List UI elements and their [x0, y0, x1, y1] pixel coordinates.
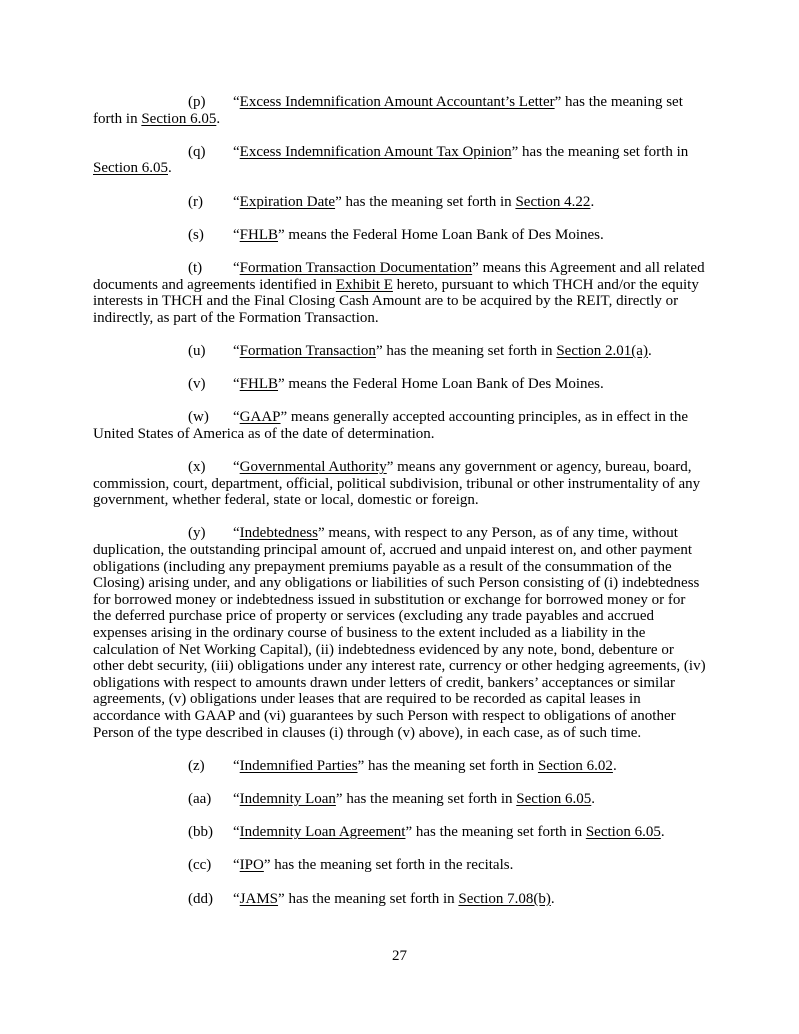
- page-number: 27: [392, 948, 407, 964]
- definition-paragraph: [93, 227, 706, 244]
- definition-paragraph: [93, 824, 706, 841]
- text-run: “: [233, 459, 240, 476]
- text-run: .: [612, 757, 617, 774]
- underlined-term: Formation Transaction: [239, 342, 376, 359]
- paragraph-label: (bb): [188, 824, 213, 841]
- definition-paragraph: [93, 891, 706, 908]
- underlined-term: Exhibit E: [335, 276, 393, 293]
- underlined-term: Section 6.05: [516, 790, 592, 807]
- underlined-term: IPO: [239, 857, 264, 874]
- text-run: ” has the meaning set forth in: [335, 790, 517, 807]
- text-run: .: [591, 790, 596, 807]
- text-run: “: [233, 143, 240, 160]
- underlined-term: FHLB: [239, 376, 279, 393]
- definition-paragraph: [93, 144, 706, 177]
- text-run: “: [233, 757, 240, 774]
- definition-paragraph: [93, 343, 706, 360]
- paragraph-label: (z): [188, 757, 205, 774]
- text-run: “: [233, 94, 240, 110]
- text-run: ” has the meaning set forth in: [511, 143, 689, 160]
- text-run: hereto, pursuant to which THCH and/or the equity interests in THCH and the Final Closing Cash Amount are to be acquired by the REIT, directly or indirectly, as part of the Formation Transaction.: [93, 276, 699, 326]
- text-run: ” means any government or agency, bureau, board, commission, court, department, official, political subdivision, tribunal or other instrumentality of any government, whether federal, state or local, domestic or foreign.: [93, 459, 701, 509]
- text-run: ” has the meaning set forth in: [357, 757, 538, 774]
- text-run: “: [233, 342, 240, 359]
- text-run: “: [233, 790, 240, 807]
- text-run: ” has the meaning set forth in: [93, 94, 683, 127]
- text-run: “: [233, 259, 240, 276]
- text-run: ” means this Agreement and all related documents and agreements identified in: [93, 259, 705, 293]
- paragraph-label: (s): [188, 226, 204, 243]
- definition-paragraph: [93, 94, 706, 127]
- definition-paragraph: [93, 758, 706, 775]
- paragraph-label: (y): [188, 525, 206, 542]
- text-run: “: [233, 193, 240, 210]
- text-run: ” means generally accepted accounting principles, as in effect in the United States of America as of the date of determination.: [93, 409, 688, 442]
- text-run: ” has the meaning set forth in: [278, 890, 459, 907]
- paragraph-label: (w): [188, 409, 209, 426]
- underlined-term: JAMS: [239, 890, 279, 907]
- text-run: ” means the Federal Home Loan Bank of Des Moines.: [278, 376, 604, 393]
- paragraph-label: (r): [188, 193, 203, 210]
- text-run: ” has the meaning set forth in: [335, 193, 516, 210]
- underlined-term: Indemnified Parties: [239, 757, 358, 774]
- underlined-term: Excess Indemnification Amount Tax Opinion: [239, 143, 512, 160]
- text-run: ” has the meaning set forth in: [375, 342, 557, 359]
- text-run: “: [233, 376, 240, 393]
- underlined-term: Section 6.05: [141, 110, 217, 127]
- text-run: ” has the meaning set forth in: [405, 824, 586, 841]
- definition-paragraph: [93, 857, 706, 874]
- definition-paragraph: [93, 376, 706, 393]
- text-run: .: [660, 824, 665, 841]
- definition-paragraph: [93, 525, 706, 741]
- paragraph-label: (dd): [188, 890, 213, 907]
- paragraph-label: (q): [188, 143, 206, 160]
- paragraph-label: (v): [188, 376, 206, 393]
- definition-paragraph: [93, 194, 706, 211]
- underlined-term: Section 6.05: [93, 160, 168, 177]
- underlined-term: GAAP: [239, 409, 281, 426]
- paragraph-label: (aa): [188, 790, 212, 807]
- underlined-term: Indemnity Loan Agreement: [239, 824, 406, 841]
- text-run: .: [647, 342, 652, 359]
- underlined-term: Governmental Authority: [239, 459, 387, 476]
- text-run: “: [233, 824, 240, 841]
- underlined-term: FHLB: [239, 226, 279, 243]
- text-run: “: [233, 890, 240, 907]
- underlined-term: Expiration Date: [239, 193, 336, 210]
- text-run: .: [590, 193, 595, 210]
- text-run: .: [550, 890, 555, 907]
- definition-paragraph: [93, 459, 706, 509]
- paragraph-label: (x): [188, 459, 206, 476]
- text-run: ” means, with respect to any Person, as of any time, without duplication, the outstanding principal amount of, accrued and unpaid interest on, and other payment obligations (including any prepayment premiums payable as a result of the consummation of the Closing) arising under, and any obligations or liabilities of such Person consisting of (i) indebtedness for borrowed money or indebtedness issued in substitution or exchange for borrowed money or for the deferred purchase price of property or services (excluding any trade payables and accrued expenses arising in the ordinary course of business to the extent included as a liability in the calculation of Net Working Capital), (ii) indebtedness evidenced by any note, bond, debenture or other debt security, (iii) obligations under any interest rate, currency or other hedging agreements, (iv) obligations with respect to amounts drawn under letters of credit, bankers’ acceptances or similar agreements, (v) obligations under leases that are required to be recorded as capital leases in accordance with GAAP and (vi) guarantees by such Person with respect to obligations of another Person of the type described in clauses (i) through (v) above), in each case, as of such time.: [93, 525, 706, 741]
- underlined-term: Section 6.05: [585, 824, 661, 841]
- definitions-list: [93, 94, 706, 924]
- underlined-term: Formation Transaction Documentation: [239, 259, 473, 276]
- underlined-term: Section 7.08(b): [458, 890, 551, 907]
- definition-paragraph: [93, 791, 706, 808]
- text-run: ” means the Federal Home Loan Bank of Des Moines.: [278, 226, 604, 243]
- definition-paragraph: [93, 409, 706, 442]
- text-run: .: [168, 160, 172, 177]
- definition-paragraph: [93, 260, 706, 326]
- paragraph-label: (cc): [188, 857, 212, 874]
- underlined-term: Section 4.22: [515, 193, 591, 210]
- underlined-term: Indebtedness: [239, 525, 318, 542]
- text-run: “: [233, 409, 240, 426]
- text-run: “: [233, 857, 240, 874]
- underlined-term: Excess Indemnification Amount Accountant’s Letter: [239, 94, 555, 110]
- underlined-term: Section 2.01(a): [556, 342, 648, 359]
- text-run: “: [233, 226, 240, 243]
- paragraph-label: (u): [188, 342, 206, 359]
- paragraph-label: (p): [188, 94, 206, 110]
- text-run: “: [233, 525, 240, 542]
- paragraph-label: (t): [188, 259, 203, 276]
- text-run: .: [216, 110, 221, 127]
- underlined-term: Indemnity Loan: [239, 790, 336, 807]
- underlined-term: Section 6.02: [537, 757, 613, 774]
- text-run: ” has the meaning set forth in the recitals.: [263, 857, 514, 874]
